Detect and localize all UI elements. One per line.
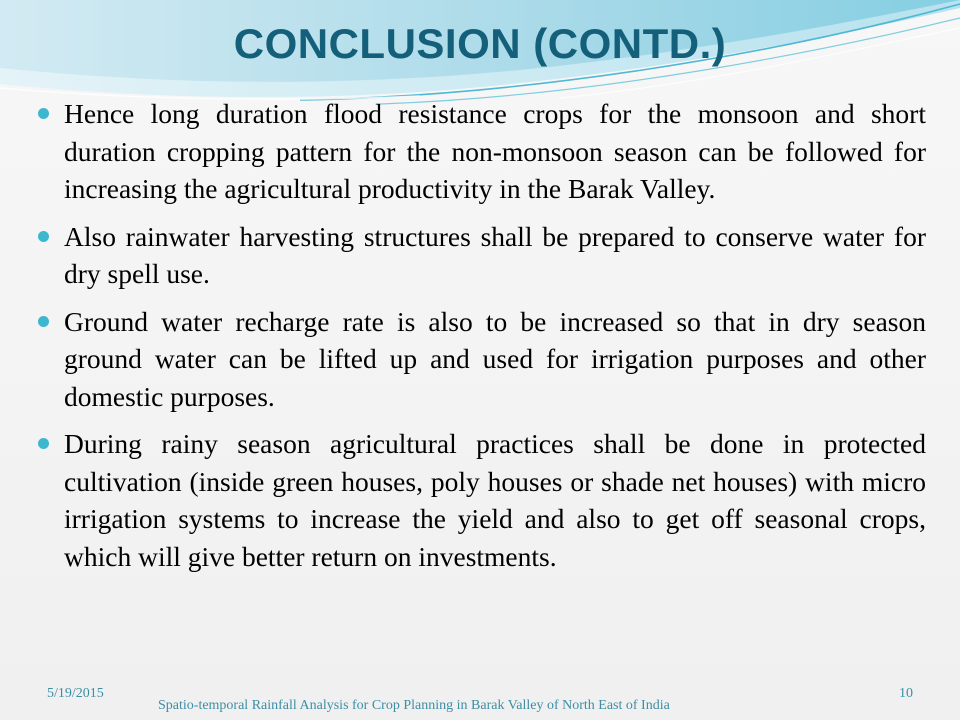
bullet-text: During rainy season agricultural practices shall be done in protected cultivation (inside green houses, poly houses or shade net houses) with micro irrigation systems to increase the yield and also to get off seasonal crops, which will give better return on investments.: [64, 428, 926, 572]
bullet-text: Also rainwater harvesting structures shall be prepared to conserve water for dry spell use.: [64, 220, 926, 289]
bullet-item: [38, 218, 926, 293]
bullet-text: Ground water recharge rate is also to be increased so that in dry season ground water can be lifted up and used for irrigation purposes and other domestic purposes.: [64, 305, 926, 412]
bullet-text: Hence long duration flood resistance crops for the monsoon and short duration cropping pattern for the non-monsoon season can be followed for increasing the agricultural productivity in the Barak Valley.: [64, 98, 926, 204]
footer-date: 5/19/2015: [47, 686, 104, 701]
bullet-dot-icon: [38, 316, 49, 327]
bullet-item: [38, 303, 926, 416]
footer-title: Spatio-temporal Rainfall Analysis for Crop Planning in Barak Valley of North East of India: [158, 698, 670, 713]
bullet-dot-icon: [38, 108, 49, 119]
bullet-list: [38, 95, 926, 585]
bullet-dot-icon: [38, 231, 49, 242]
bullet-item: [38, 95, 926, 208]
page-number: 10: [899, 686, 913, 701]
bullet-item: [38, 425, 926, 575]
slide-title: CONCLUSION (CONTD.): [233, 20, 727, 67]
bullet-dot-icon: [38, 438, 49, 449]
